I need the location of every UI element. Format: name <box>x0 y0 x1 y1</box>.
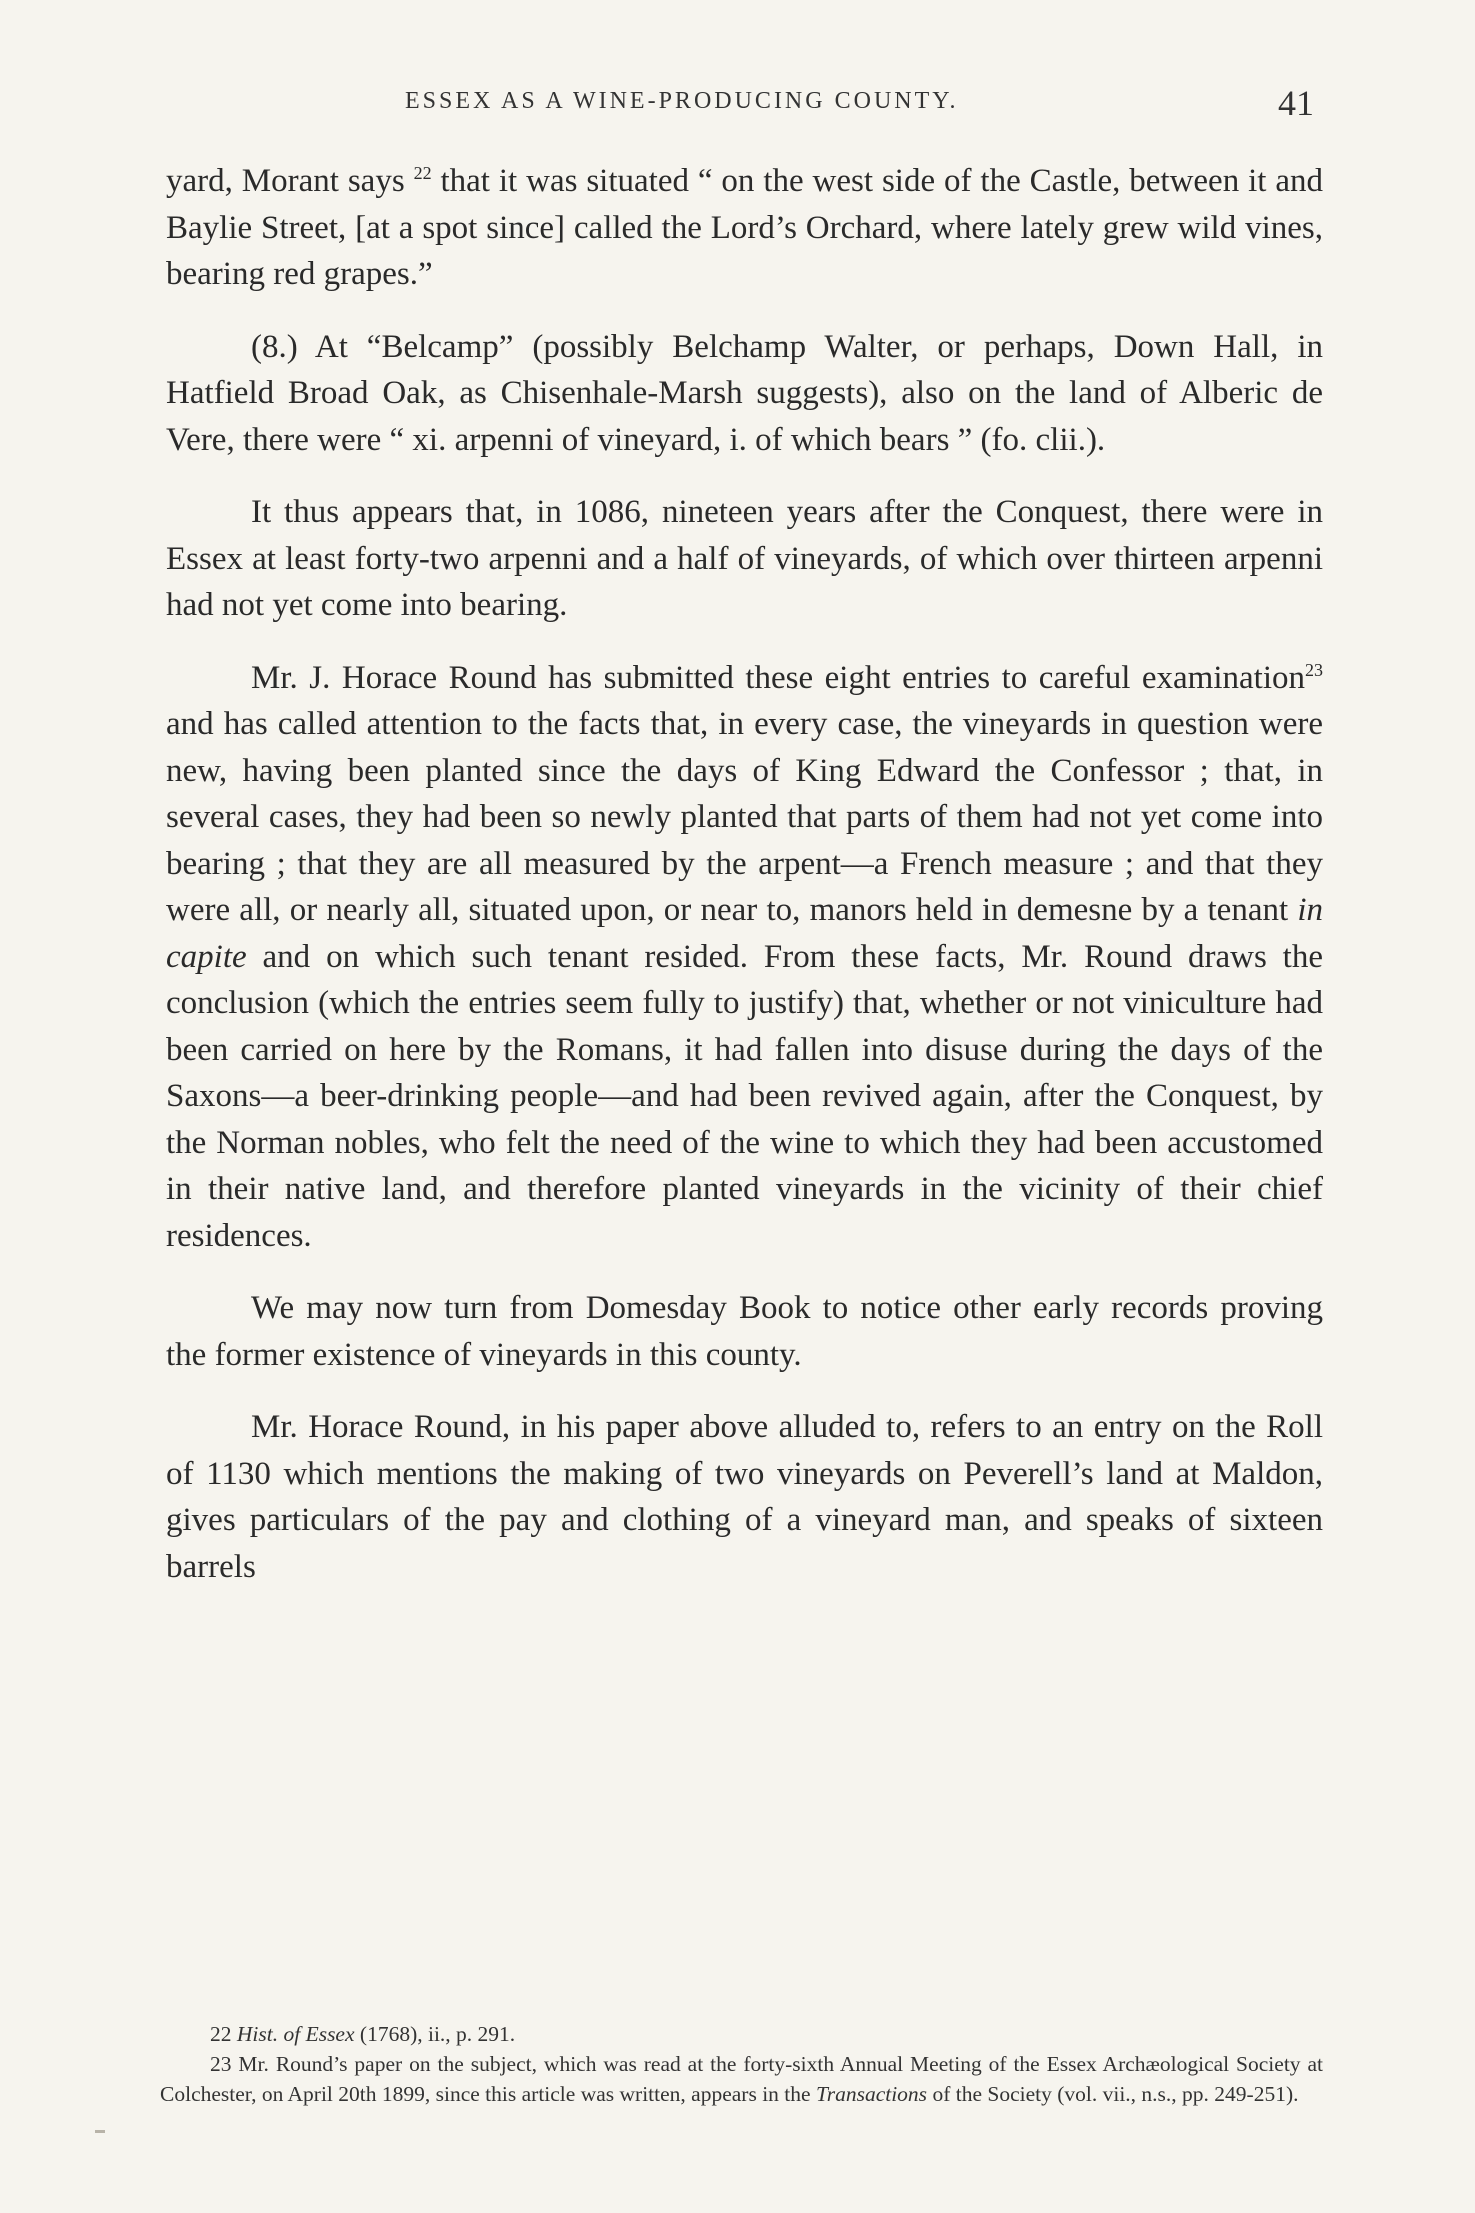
paragraph-4 <box>166 655 1323 1260</box>
footnote-22 <box>160 2019 1323 2049</box>
page-number: 41 <box>1278 83 1314 123</box>
paragraph-3: It thus appears that, in 1086, nineteen years after the Conquest, there were in Essex at least forty-two arpenni and a half of vineyards, of which over thirteen arpenni had not yet come into bearing. <box>166 494 1323 623</box>
paragraph-6: Mr. Horace Round, in his paper above alluded to, refers to an entry on the Roll of 1130 which mentions the making of two vineyards on Peverell’s land at Maldon, gives particulars of the pay and clothing of a vineyard man, and speaks of sixteen barrels <box>166 1409 1323 1585</box>
paragraph-1-text-b: that it was situated “ on the west side of the Castle, between it and Baylie Street, [at a spot since] called the Lord’s Orchard, where lately grew wild vines, bearing red grapes.” <box>166 163 1323 292</box>
running-title: ESSEX AS A WINE-PRODUCING COUNTY. <box>405 88 959 114</box>
footnote-23 <box>160 2049 1323 2109</box>
footnote-23-number: 23 <box>210 2052 232 2076</box>
footnote-22-text: (1768), ii., p. 291. <box>354 2022 516 2046</box>
footnotes <box>160 2019 1323 2109</box>
paragraph-2: (8.) At “Belcamp” (possibly Belchamp Walter, or perhaps, Down Hall, in Hatfield Broad Oak, as Chisenhale-Marsh suggests), also on the land of Alberic de Vere, there were “ xi. arpenni of vineyard, i. of which bears ” (fo. clii.). <box>166 328 1323 458</box>
paragraph-4-italic: in capite <box>166 892 1323 975</box>
footnote-ref-23: 23 <box>1305 659 1323 680</box>
paragraph-4-text-c: and on which such tenant resided. From these facts, Mr. Round draws the conclusion (which the entries seem fully to justify) that, whether or not viniculture had been carried on here by the Romans, it had fallen into disuse during the days of the Saxons—a beer-drinking people—and had been revived again, after the Conquest, by the Norman nobles, who felt the need of the wine to which they had been accustomed in their native land, and therefore planted vineyards in the vicinity of their chief residences. <box>166 938 1323 1254</box>
footnote-23-text-b: of the Society (vol. vii., n.s., pp. 249-251). <box>927 2082 1299 2106</box>
paragraph-4-text-a: Mr. J. Horace Round has submitted these eight entries to careful examination <box>251 659 1305 696</box>
paragraph-5: We may now turn from Domesday Book to notice other early records proving the former existence of vineyards in this county. <box>166 1290 1323 1373</box>
body-text <box>166 158 1323 1590</box>
paragraph-1 <box>166 158 1323 298</box>
footnote-ref-22: 22 <box>413 163 432 183</box>
paragraph-4-text-b: and has called attention to the facts that, in every case, the vineyards in question were new, having been planted since the days of King Edward the Confessor ; that, in several cases, they had been so newly planted that parts of them had not yet come into bearing ; that they are all measured by the arpent—a French measure ; and that they were all, or nearly all, situated upon, or near to, manors held in demesne by a tenant <box>166 706 1323 928</box>
page-edge-mark <box>95 2130 105 2133</box>
footnote-23-text-a: Mr. Round’s paper on the subject, which was read at the forty-sixth Annual Meeting of the Essex Archæological Society at Colchester, on April 20th 1899, since this article was written, appears in the <box>160 2052 1323 2106</box>
running-head <box>0 83 1475 128</box>
footnote-22-number: 22 <box>210 2022 232 2046</box>
footnote-23-italic: Transactions <box>815 2082 928 2106</box>
paragraph-1-text-a: yard, Morant says <box>166 163 414 199</box>
footnote-22-italic: Hist. of Essex <box>236 2022 355 2046</box>
